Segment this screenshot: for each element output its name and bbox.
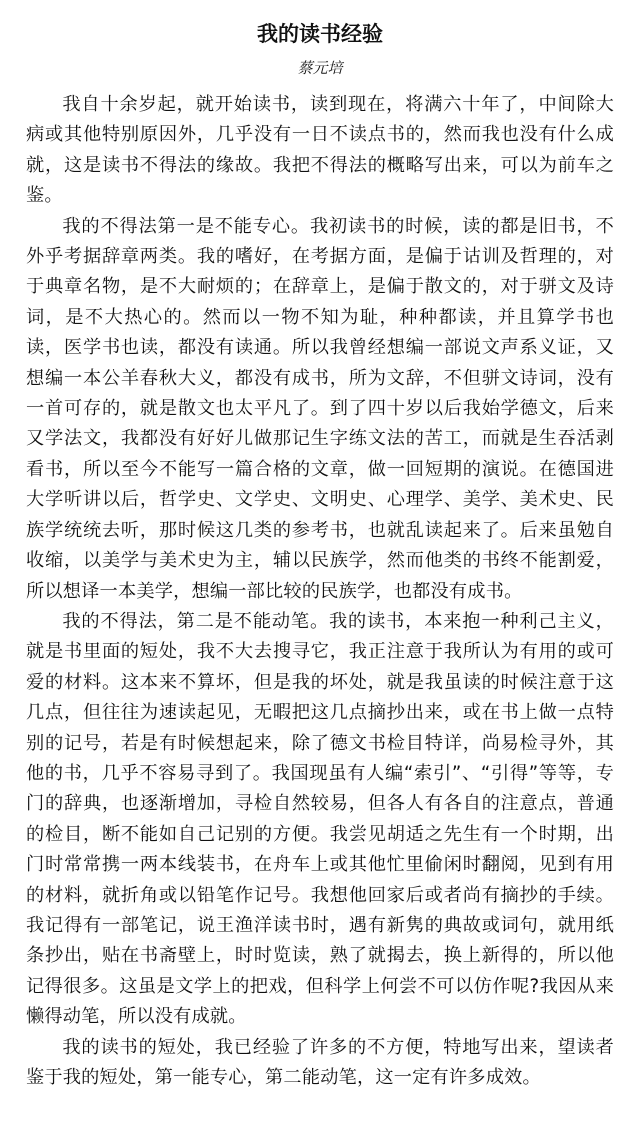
- article-title: 我的读书经验: [257, 22, 383, 46]
- paragraph-2: 我的不得法第一是不能专心。我初读书的时候，读的都是旧书，不外乎考据辞章两类。我的嗜好，在考据方面，是偏于诂训及哲理的，对于典章名物，是不大耐烦的；在辞章上，是偏于散文的，对于骈文及诗词，是不大热心的。然而以一物不知为耻，种种都读，并且算学书也读，医学书也读，都没有读通。所以我曾经想编一部说文声系义证，又想编一本公羊春秋大义，都没有成书，所为文辞，不但骈文诗词，没有一首可存的，就是散文也太平凡了。到了四十岁以后我始学德文，后来又学法文，我都没有好好儿做那记生字练文法的苦工，而就是生吞活剥看书，所以至今不能写一篇合格的文章，做一回短期的演说。在德国进大学听讲以后，哲学史、文学史、文明史、心理学、美学、美术史、民族学统统去听，那时候这几类的参考书，也就乱读起来了。后来虽勉自收缩，以美学与美术史为主，辅以民族学，然而他类的书终不能割爱，所以想译一本美学，想编一部比较的民族学，也都没有成书。: [26, 215, 614, 602]
- paragraph-1: 我自十余岁起，就开始读书，读到现在，将满六十年了，中间除大病或其他特别原因外，几乎没有一日不读点书的，然而我也没有什么成就，这是读书不得法的缘故。我把不得法的概略写出来，可以为前车之鉴。: [26, 94, 614, 207]
- article-body: [26, 90, 614, 1093]
- paragraph-3: 我的不得法，第二是不能动笔。我的读书，本来抱一种利己主义，就是书里面的短处，我不大去搜寻它，我正注意于我所认为有用的或可爱的材料。这本来不算坏，但是我的坏处，就是我虽读的时候注意于这几点，但往往为速读起见，无暇把这几点摘抄出来，或在书上做一点特别的记号，若是有时候想起来，除了德文书检目特详，尚易检寻外，其他的书，几乎不容易寻到了。我国现虽有人编“索引”、“引得”等等，专门的辞典，也逐渐增加，寻检自然较易，但各人有各自的注意点，普通的检目，断不能如自己记别的方便。我尝见胡适之先生有一个时期，出门时常常携一两本线装书，在舟车上或其他忙里偷闲时翻阅，见到有用的材料，就折角或以铅笔作记号。我想他回家后或者尚有摘抄的手续。我记得有一部笔记，说王渔洋读书时，遇有新隽的典故或词句，就用纸条抄出，贴在书斋壁上，时时览读，熟了就揭去，换上新得的，所以他记得很多。这虽是文学上的把戏，但科学上何尝不可以仿作呢?我因从来懒得动笔，所以没有成就。: [26, 610, 614, 1028]
- article-author: 蔡元培: [297, 59, 343, 77]
- paragraph-4: 我的读书的短处，我已经验了许多的不方便，特地写出来，望读者鉴于我的短处，第一能专心，第二能动笔，这一定有许多成效。: [26, 1036, 614, 1088]
